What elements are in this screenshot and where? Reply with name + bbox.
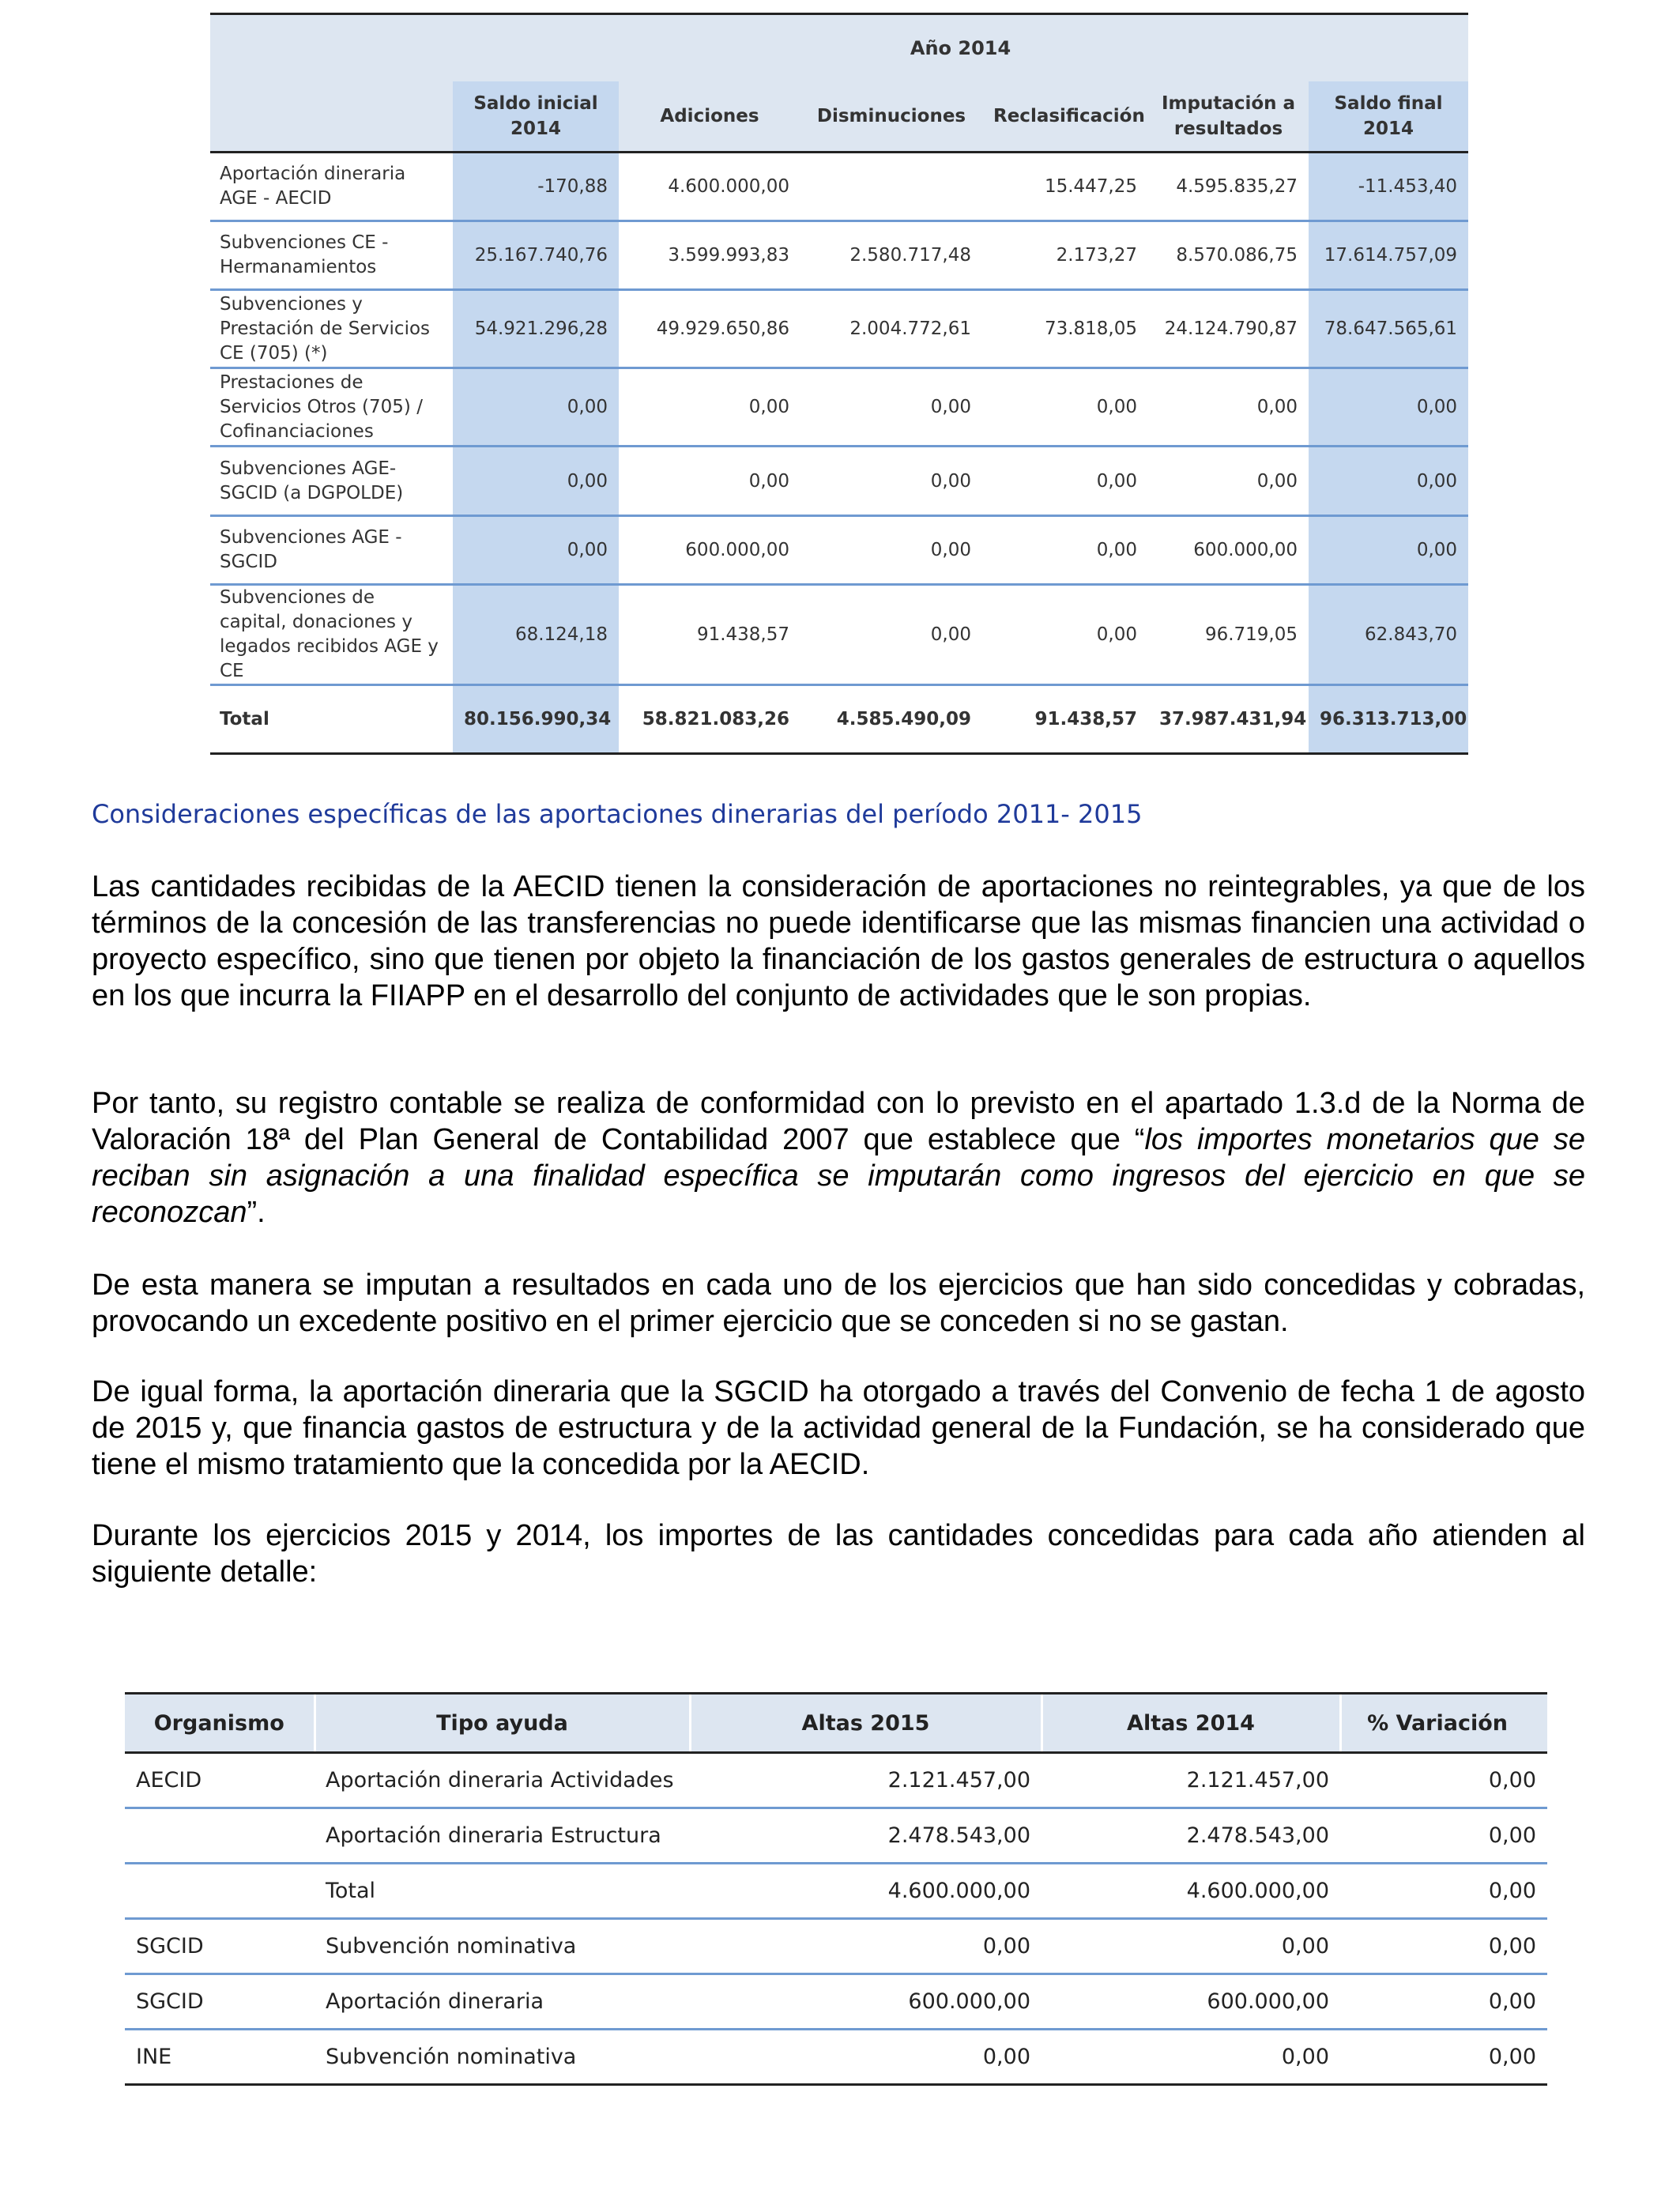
cell-value: 2.478.543,00 <box>1042 1808 1340 1864</box>
cell-value: 0,00 <box>1148 368 1309 447</box>
cell-value: 2.004.772,61 <box>800 290 982 368</box>
col-header-reclasificacion: Reclasificación <box>982 81 1148 153</box>
cell-value: 600.000,00 <box>1148 516 1309 585</box>
cell-value: 0,00 <box>1309 368 1468 447</box>
cell-value: 3.599.993,83 <box>619 221 800 290</box>
paragraph-1: Las cantidades recibidas de la AECID tienen la consideración de aportaciones no reintegrables, ya que de los términos de la concesión de las transferencias no puede identificarse que las mismas financien una actividad o proyecto específico, sino que tienen por objeto la financiación de los gastos generales de estructura o aquellos en los que incurra la FIIAPP en el desarrollo del conjunto de actividades que le son propias. <box>92 870 1585 1012</box>
row-label: Subvenciones de capital, donaciones y legados recibidos AGE y CE <box>210 585 453 685</box>
row-label: Subvenciones y Prestación de Servicios CE (705) (*) <box>210 290 453 368</box>
col-header-saldo-inicial: Saldo inicial 2014 <box>453 81 619 153</box>
cell-value: 2.121.457,00 <box>690 1753 1042 1808</box>
total-value: 4.585.490,09 <box>800 685 982 754</box>
total-value: 96.313.713,00 <box>1309 685 1468 754</box>
cell-value: 0,00 <box>690 2030 1042 2085</box>
row-label: Subvenciones AGE-SGCID (a DGPOLDE) <box>210 447 453 516</box>
cell-value: 0,00 <box>1148 447 1309 516</box>
cell-value: 24.124.790,87 <box>1148 290 1309 368</box>
cell-value: 0,00 <box>800 447 982 516</box>
cell-value: -170,88 <box>453 153 619 221</box>
cell-value: 0,00 <box>982 447 1148 516</box>
total-value: 58.821.083,26 <box>619 685 800 754</box>
cell-value: 0,00 <box>1042 1919 1340 1974</box>
cell-value: 2.580.717,48 <box>800 221 982 290</box>
cell-value: 25.167.740,76 <box>453 221 619 290</box>
cell-value: 0,00 <box>800 516 982 585</box>
cell-value: 0,00 <box>982 368 1148 447</box>
paragraph-2 <box>92 1085 1585 1231</box>
cell-value: 0,00 <box>619 368 800 447</box>
total-value: 80.156.990,34 <box>453 685 619 754</box>
cell-value: 0,00 <box>619 447 800 516</box>
row-label: Subvenciones AGE - SGCID <box>210 516 453 585</box>
cell-value: 17.614.757,09 <box>1309 221 1468 290</box>
cell-value: -11.453,40 <box>1309 153 1468 221</box>
paragraph-2-quote: los importes monetarios que se reciban sin asignación a una finalidad específica se imputarán como ingresos del ejercicio en que se reconozcan <box>92 1123 1585 1229</box>
cell-value: 96.719,05 <box>1148 585 1309 685</box>
cell-value: 0,00 <box>1340 1808 1547 1864</box>
grants-table <box>125 1692 1547 2086</box>
table-row <box>125 1808 1547 1864</box>
paragraph-4: De igual forma, la aportación dineraria que la SGCID ha otorgado a través del Convenio de fecha 1 de agosto de 2015 y, que financia gastos de estructura y de la actividad general de la Fundación, se ha considerado que tiene el mismo tratamiento que la concedida por la AECID. <box>92 1375 1585 1481</box>
row-label: Prestaciones de Servicios Otros (705) / Cofinanciaciones <box>210 368 453 447</box>
col-header-tipo-ayuda: Tipo ayuda <box>315 1694 690 1753</box>
col-header-disminuciones: Disminuciones <box>800 81 982 153</box>
table-row <box>210 368 1468 447</box>
cell-organismo <box>125 1808 315 1864</box>
cell-value: 0,00 <box>1340 1753 1547 1808</box>
cell-value: 4.600.000,00 <box>690 1864 1042 1919</box>
table-row <box>210 153 1468 221</box>
total-label: Total <box>210 685 453 754</box>
cell-value: 0,00 <box>1340 1919 1547 1974</box>
cell-value: 0,00 <box>982 516 1148 585</box>
table-row <box>125 1919 1547 1974</box>
cell-value: 68.124,18 <box>453 585 619 685</box>
cell-tipo-ayuda: Subvención nominativa <box>315 2030 690 2085</box>
cell-value: 2.173,27 <box>982 221 1148 290</box>
cell-value: 2.121.457,00 <box>1042 1753 1340 1808</box>
cell-organismo: INE <box>125 2030 315 2085</box>
cell-value: 0,00 <box>982 585 1148 685</box>
col-header-saldo-final: Saldo final 2014 <box>1309 81 1468 153</box>
cell-value: 600.000,00 <box>690 1974 1042 2030</box>
cell-value: 62.843,70 <box>1309 585 1468 685</box>
cell-tipo-ayuda: Aportación dineraria <box>315 1974 690 2030</box>
col-header-imputacion: Imputación a resultados <box>1148 81 1309 153</box>
paragraph-2-end: ”. <box>247 1196 266 1229</box>
cell-value: 8.570.086,75 <box>1148 221 1309 290</box>
table-row <box>210 516 1468 585</box>
col-header-variacion: % Variación <box>1340 1694 1547 1753</box>
cell-organismo: SGCID <box>125 1919 315 1974</box>
cell-value: 0,00 <box>453 516 619 585</box>
cell-tipo-ayuda: Aportación dineraria Estructura <box>315 1808 690 1864</box>
cell-organismo: SGCID <box>125 1974 315 2030</box>
table1-total-row <box>210 685 1468 754</box>
table-row <box>125 1974 1547 2030</box>
table-row <box>125 1864 1547 1919</box>
cell-value: 0,00 <box>1309 516 1468 585</box>
col-header-altas-2015: Altas 2015 <box>690 1694 1042 1753</box>
paragraph-2-start: Por tanto, su registro contable se realiza de conformidad con lo previsto en el apartado 1.3.d de la Norma de Valoración 18ª del Plan General de Contabilidad 2007 que establece que “ <box>92 1087 1585 1156</box>
col-header-adiciones: Adiciones <box>619 81 800 153</box>
cell-value: 78.647.565,61 <box>1309 290 1468 368</box>
table2-header-row <box>125 1694 1547 1753</box>
cell-value: 73.818,05 <box>982 290 1148 368</box>
cell-value: 91.438,57 <box>619 585 800 685</box>
cell-value <box>800 153 982 221</box>
row-label: Subvenciones CE - Hermanamientos <box>210 221 453 290</box>
table1-year-row <box>210 14 1468 82</box>
cell-organismo <box>125 1864 315 1919</box>
table-row <box>210 585 1468 685</box>
table-row <box>125 1753 1547 1808</box>
cell-value: 0,00 <box>1042 2030 1340 2085</box>
cell-value: 15.447,25 <box>982 153 1148 221</box>
cell-value: 0,00 <box>1340 2030 1547 2085</box>
row-label: Aportación dineraria AGE - AECID <box>210 153 453 221</box>
cell-tipo-ayuda: Total <box>315 1864 690 1919</box>
table1-corner-cell <box>210 14 453 82</box>
cell-tipo-ayuda: Subvención nominativa <box>315 1919 690 1974</box>
table-row <box>210 221 1468 290</box>
cell-value: 54.921.296,28 <box>453 290 619 368</box>
cell-value: 4.595.835,27 <box>1148 153 1309 221</box>
cell-value: 600.000,00 <box>1042 1974 1340 2030</box>
cell-value: 0,00 <box>1309 447 1468 516</box>
cell-value: 600.000,00 <box>619 516 800 585</box>
cell-value: 0,00 <box>800 585 982 685</box>
cell-value: 2.478.543,00 <box>690 1808 1042 1864</box>
cell-value: 4.600.000,00 <box>1042 1864 1340 1919</box>
cell-value: 0,00 <box>690 1919 1042 1974</box>
total-value: 37.987.431,94 <box>1148 685 1309 754</box>
paragraph-3: De esta manera se imputan a resultados en cada uno de los ejercicios que han sido concedidas y cobradas, provocando un excedente positivo en el primer ejercicio que se conceden si no se gastan. <box>92 1269 1585 1338</box>
cell-value: 0,00 <box>800 368 982 447</box>
cell-tipo-ayuda: Aportación dineraria Actividades <box>315 1753 690 1808</box>
table-row <box>210 290 1468 368</box>
cell-value: 49.929.650,86 <box>619 290 800 368</box>
col-header-organismo: Organismo <box>125 1694 315 1753</box>
cell-value: 0,00 <box>453 368 619 447</box>
table1-year-header: Año 2014 <box>453 14 1468 82</box>
section-heading: Consideraciones específicas de las aportaciones dinerarias del período 2011- 2015 <box>92 799 1143 829</box>
col-header-altas-2014: Altas 2014 <box>1042 1694 1340 1753</box>
table-row <box>125 2030 1547 2085</box>
paragraph-5: Durante los ejercicios 2015 y 2014, los importes de las cantidades concedidas para cada año atienden al siguiente detalle: <box>92 1519 1585 1589</box>
table-row <box>210 447 1468 516</box>
cell-organismo: AECID <box>125 1753 315 1808</box>
cell-value: 0,00 <box>1340 1974 1547 2030</box>
cell-value: 0,00 <box>453 447 619 516</box>
movements-table-2014 <box>210 13 1468 755</box>
cell-value: 0,00 <box>1340 1864 1547 1919</box>
table1-header-blank <box>210 81 453 153</box>
table1-column-header-row <box>210 81 1468 153</box>
cell-value: 4.600.000,00 <box>619 153 800 221</box>
total-value: 91.438,57 <box>982 685 1148 754</box>
